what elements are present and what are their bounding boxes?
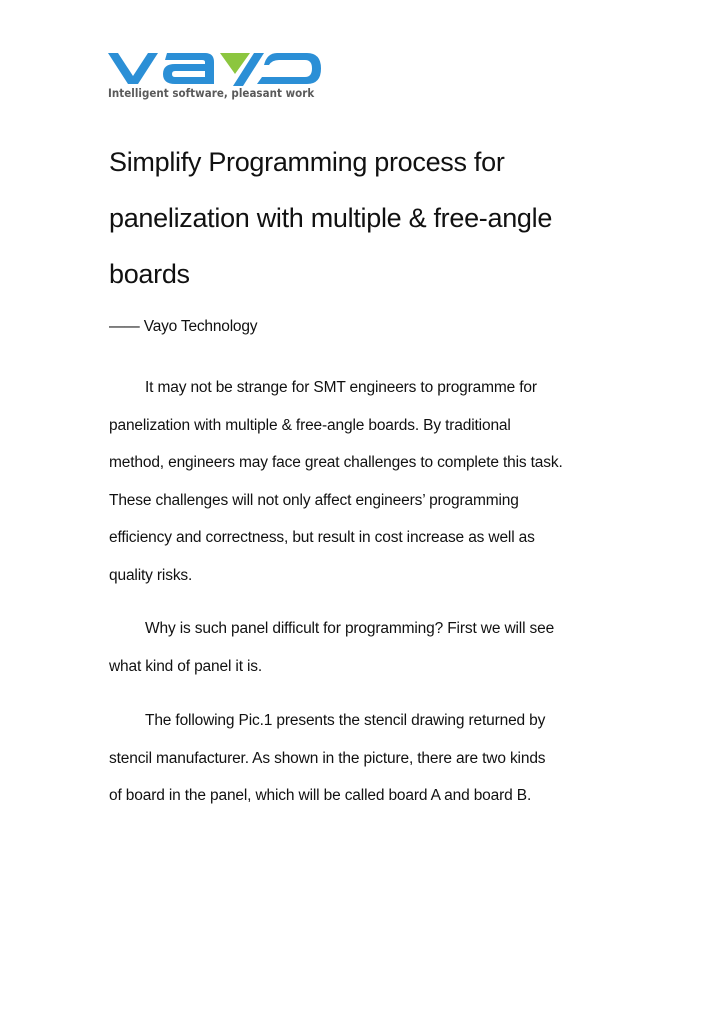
paragraph-pic-description xyxy=(109,702,629,815)
text-line: quality risks. xyxy=(109,566,193,584)
text-line: of board in the panel, which will be called board A and board B. xyxy=(109,787,532,804)
text-line: These challenges will not only affect engineers’ programming xyxy=(109,491,519,509)
text-line: method, engineers may face great challenges to complete this task. xyxy=(109,454,563,471)
vayo-logo xyxy=(107,50,323,104)
title-line: panelization with multiple & free-angle xyxy=(109,203,553,233)
document-title xyxy=(109,134,629,302)
text-line: Why is such panel difficult for programming? First we will see xyxy=(145,620,555,637)
text-line: It may not be strange for SMT engineers to programme for xyxy=(145,379,537,396)
paragraph-question xyxy=(109,610,629,685)
logo-tagline: Intelligent software, pleasant work xyxy=(108,87,315,100)
author-byline: —— Vayo Technology xyxy=(109,318,258,335)
text-line: stencil manufacturer. As shown in the picture, there are two kinds xyxy=(109,749,546,767)
text-line: The following Pic.1 presents the stencil drawing returned by xyxy=(145,712,546,729)
title-line: boards xyxy=(109,259,190,289)
text-line: panelization with multiple & free-angle boards. By traditional xyxy=(109,416,511,434)
title-line: Simplify Programming process for xyxy=(109,147,505,177)
paragraph-intro xyxy=(109,369,629,594)
text-line: efficiency and correctness, but result in cost increase as well as xyxy=(109,529,535,546)
vayo-logo-mark-icon xyxy=(107,50,323,88)
text-line: what kind of panel it is. xyxy=(109,657,263,675)
